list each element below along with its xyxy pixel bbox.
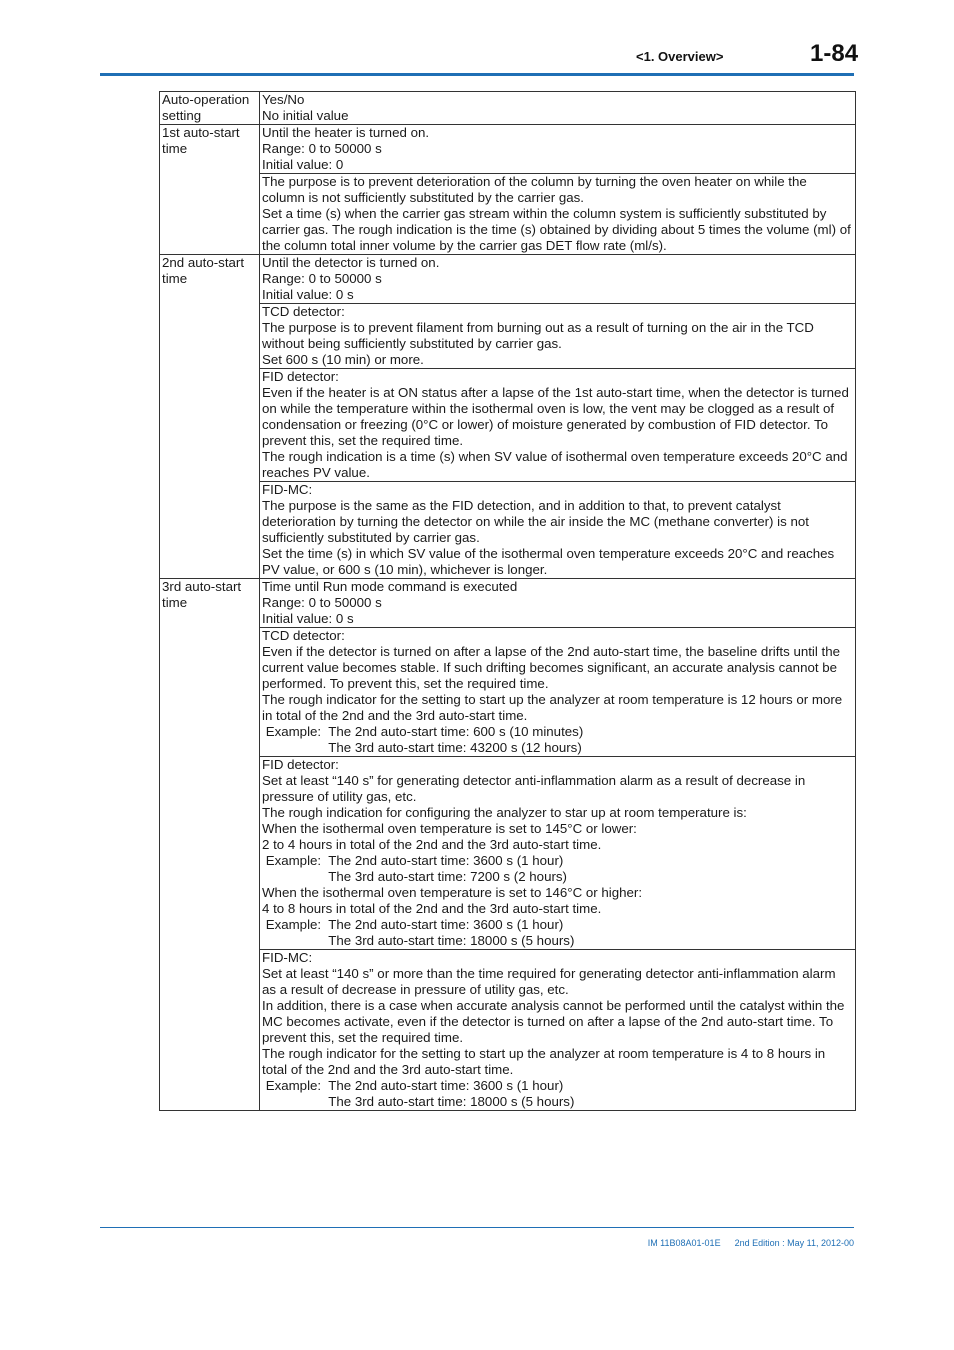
example-line: The 3rd auto-start time: 18000 s (5 hours) (262, 1094, 575, 1109)
text-line: Until the heater is turned on. (262, 125, 430, 140)
row-description (260, 304, 856, 369)
text-line: Initial value: 0 (262, 157, 344, 172)
text-line: TCD detector: (262, 304, 345, 319)
edition-info: 2nd Edition : May 11, 2012-00 (734, 1238, 854, 1248)
table-row (160, 628, 856, 757)
text-line: When the isothermal oven temperature is set to 145°C or lower: (262, 821, 637, 836)
text-line: Even if the heater is at ON status after a lapse of the 1st auto-start time, when the detector is turned on while the temperature within the isothermal oven is low, the vent may be clogged as a result of condensation or freezing (0°C or lower) of moisture generated by combustion of FID detector. To prevent this, set the required time. (262, 385, 853, 448)
text-line: The purpose is the same as the FID detection, and in addition to that, to prevent catalyst deterioration by turning the detector on while the air inside the MC (methane converter) is not sufficiently substituted by carrier gas. (262, 498, 813, 545)
text-line: Set the time (s) in which SV value of the isothermal oven temperature exceeds 20°C and reaches PV value, or 600 s (10 min), whichever is longer. (262, 546, 838, 577)
row-label: 1st auto-start time (160, 125, 260, 255)
footer (648, 1238, 854, 1248)
text-line: When the isothermal oven temperature is set to 146°C or higher: (262, 885, 643, 900)
text-line: Time until Run mode command is executed (262, 579, 518, 594)
example-line: Example: The 2nd auto-start time: 3600 s (1 hour) (262, 917, 564, 932)
text-line: The rough indicator for the setting to start up the analyzer at room temperature is 12 hours or more in total of the 2nd and the 3rd auto-start time. (262, 692, 846, 723)
text-line: FID detector: (262, 757, 339, 772)
table-row (160, 579, 856, 628)
text-line: In addition, there is a case when accurate analysis cannot be performed until the catalyst within the MC becomes activate, even if the detector is turned on after a lapse of the 2nd auto-start time. To prevent this, set the required time. (262, 998, 849, 1045)
example-line: The 3rd auto-start time: 7200 s (2 hours) (262, 869, 567, 884)
text-line: Set at least “140 s” for generating detector anti-inflammation alarm as a result of decrease in pressure of utility gas, etc. (262, 773, 809, 804)
row-description (260, 757, 856, 950)
page-number: 1-84 (810, 40, 859, 67)
text-line: Set a time (s) when the carrier gas stream within the column system is sufficiently substituted by carrier gas. The rough indication is the time (s) obtained by dividing about 5 times the volume (ml) of the column total inner volume by the carrier gas DET flow rate (ml/s). (262, 206, 855, 253)
text-line: No initial value (262, 108, 349, 123)
text-line: Until the detector is turned on. (262, 255, 440, 270)
text-line: Yes/No (262, 92, 305, 107)
table-row (160, 304, 856, 369)
text-line: Range: 0 to 50000 s (262, 271, 382, 286)
text-line: FID detector: (262, 369, 339, 384)
table-row (160, 757, 856, 950)
example-line: The 3rd auto-start time: 43200 s (12 hours) (262, 740, 582, 755)
text-line: Initial value: 0 s (262, 611, 354, 626)
text-line: TCD detector: (262, 628, 345, 643)
row-label: 3rd auto-start time (160, 579, 260, 1111)
text-line: Set 600 s (10 min) or more. (262, 352, 424, 367)
example-line: Example: The 2nd auto-start time: 3600 s (1 hour) (262, 853, 564, 868)
text-line: FID-MC: (262, 950, 313, 965)
text-line: FID-MC: (262, 482, 313, 497)
row-description (260, 950, 856, 1111)
text-line: Even if the detector is turned on after a lapse of the 2nd auto-start time, the baseline drifts until the current value becomes stable. If such drifting becomes significant, an accurate analysis cannot be performed. To prevent this, set the required time. (262, 644, 844, 691)
text-line: 4 to 8 hours in total of the 2nd and the 3rd auto-start time. (262, 901, 602, 916)
text-line: The rough indication for configuring the analyzer to star up at room temperature is: (262, 805, 747, 820)
auto-operation-table (159, 91, 856, 1111)
row-description (260, 92, 856, 125)
table-row (160, 125, 856, 174)
text-line: The purpose is to prevent deterioration of the column by turning the oven heater on while the column is not sufficiently substituted by the carrier gas. (262, 174, 811, 205)
row-description (260, 125, 856, 174)
section-title: <1. Overview> (636, 49, 724, 64)
text-line: Range: 0 to 50000 s (262, 595, 382, 610)
row-label: 2nd auto-start time (160, 255, 260, 579)
example-line: The 3rd auto-start time: 18000 s (5 hours) (262, 933, 575, 948)
text-line: The rough indication is a time (s) when SV value of isothermal oven temperature exceeds 20°C and reaches PV value. (262, 449, 852, 480)
table-row (160, 369, 856, 482)
table-row (160, 482, 856, 579)
row-description (260, 174, 856, 255)
row-label: Auto-operation setting (160, 92, 260, 125)
row-description (260, 482, 856, 579)
row-description (260, 369, 856, 482)
table-row (160, 950, 856, 1111)
table-row (160, 174, 856, 255)
text-line: 2 to 4 hours in total of the 2nd and the 3rd auto-start time. (262, 837, 602, 852)
example-line: Example: The 2nd auto-start time: 600 s (10 minutes) (262, 724, 584, 739)
row-description (260, 579, 856, 628)
text-line: Range: 0 to 50000 s (262, 141, 382, 156)
text-line: Set at least “140 s” or more than the time required for generating detector anti-inflammation alarm as a result of decrease in pressure of utility gas, etc. (262, 966, 840, 997)
row-description (260, 255, 856, 304)
table-row (160, 92, 856, 125)
text-line: The rough indicator for the setting to start up the analyzer at room temperature is 4 to 8 hours in total of the 2nd and the 3rd auto-start time. (262, 1046, 829, 1077)
text-line: The purpose is to prevent filament from burning out as a result of turning on the air in the TCD without being sufficiently substituted by carrier gas. (262, 320, 818, 351)
row-description (260, 628, 856, 757)
header-divider (100, 73, 854, 76)
table-row (160, 255, 856, 304)
example-line: Example: The 2nd auto-start time: 3600 s (1 hour) (262, 1078, 564, 1093)
footer-divider (100, 1227, 854, 1228)
document-id: IM 11B08A01-01E (647, 1238, 721, 1248)
text-line: Initial value: 0 s (262, 287, 354, 302)
